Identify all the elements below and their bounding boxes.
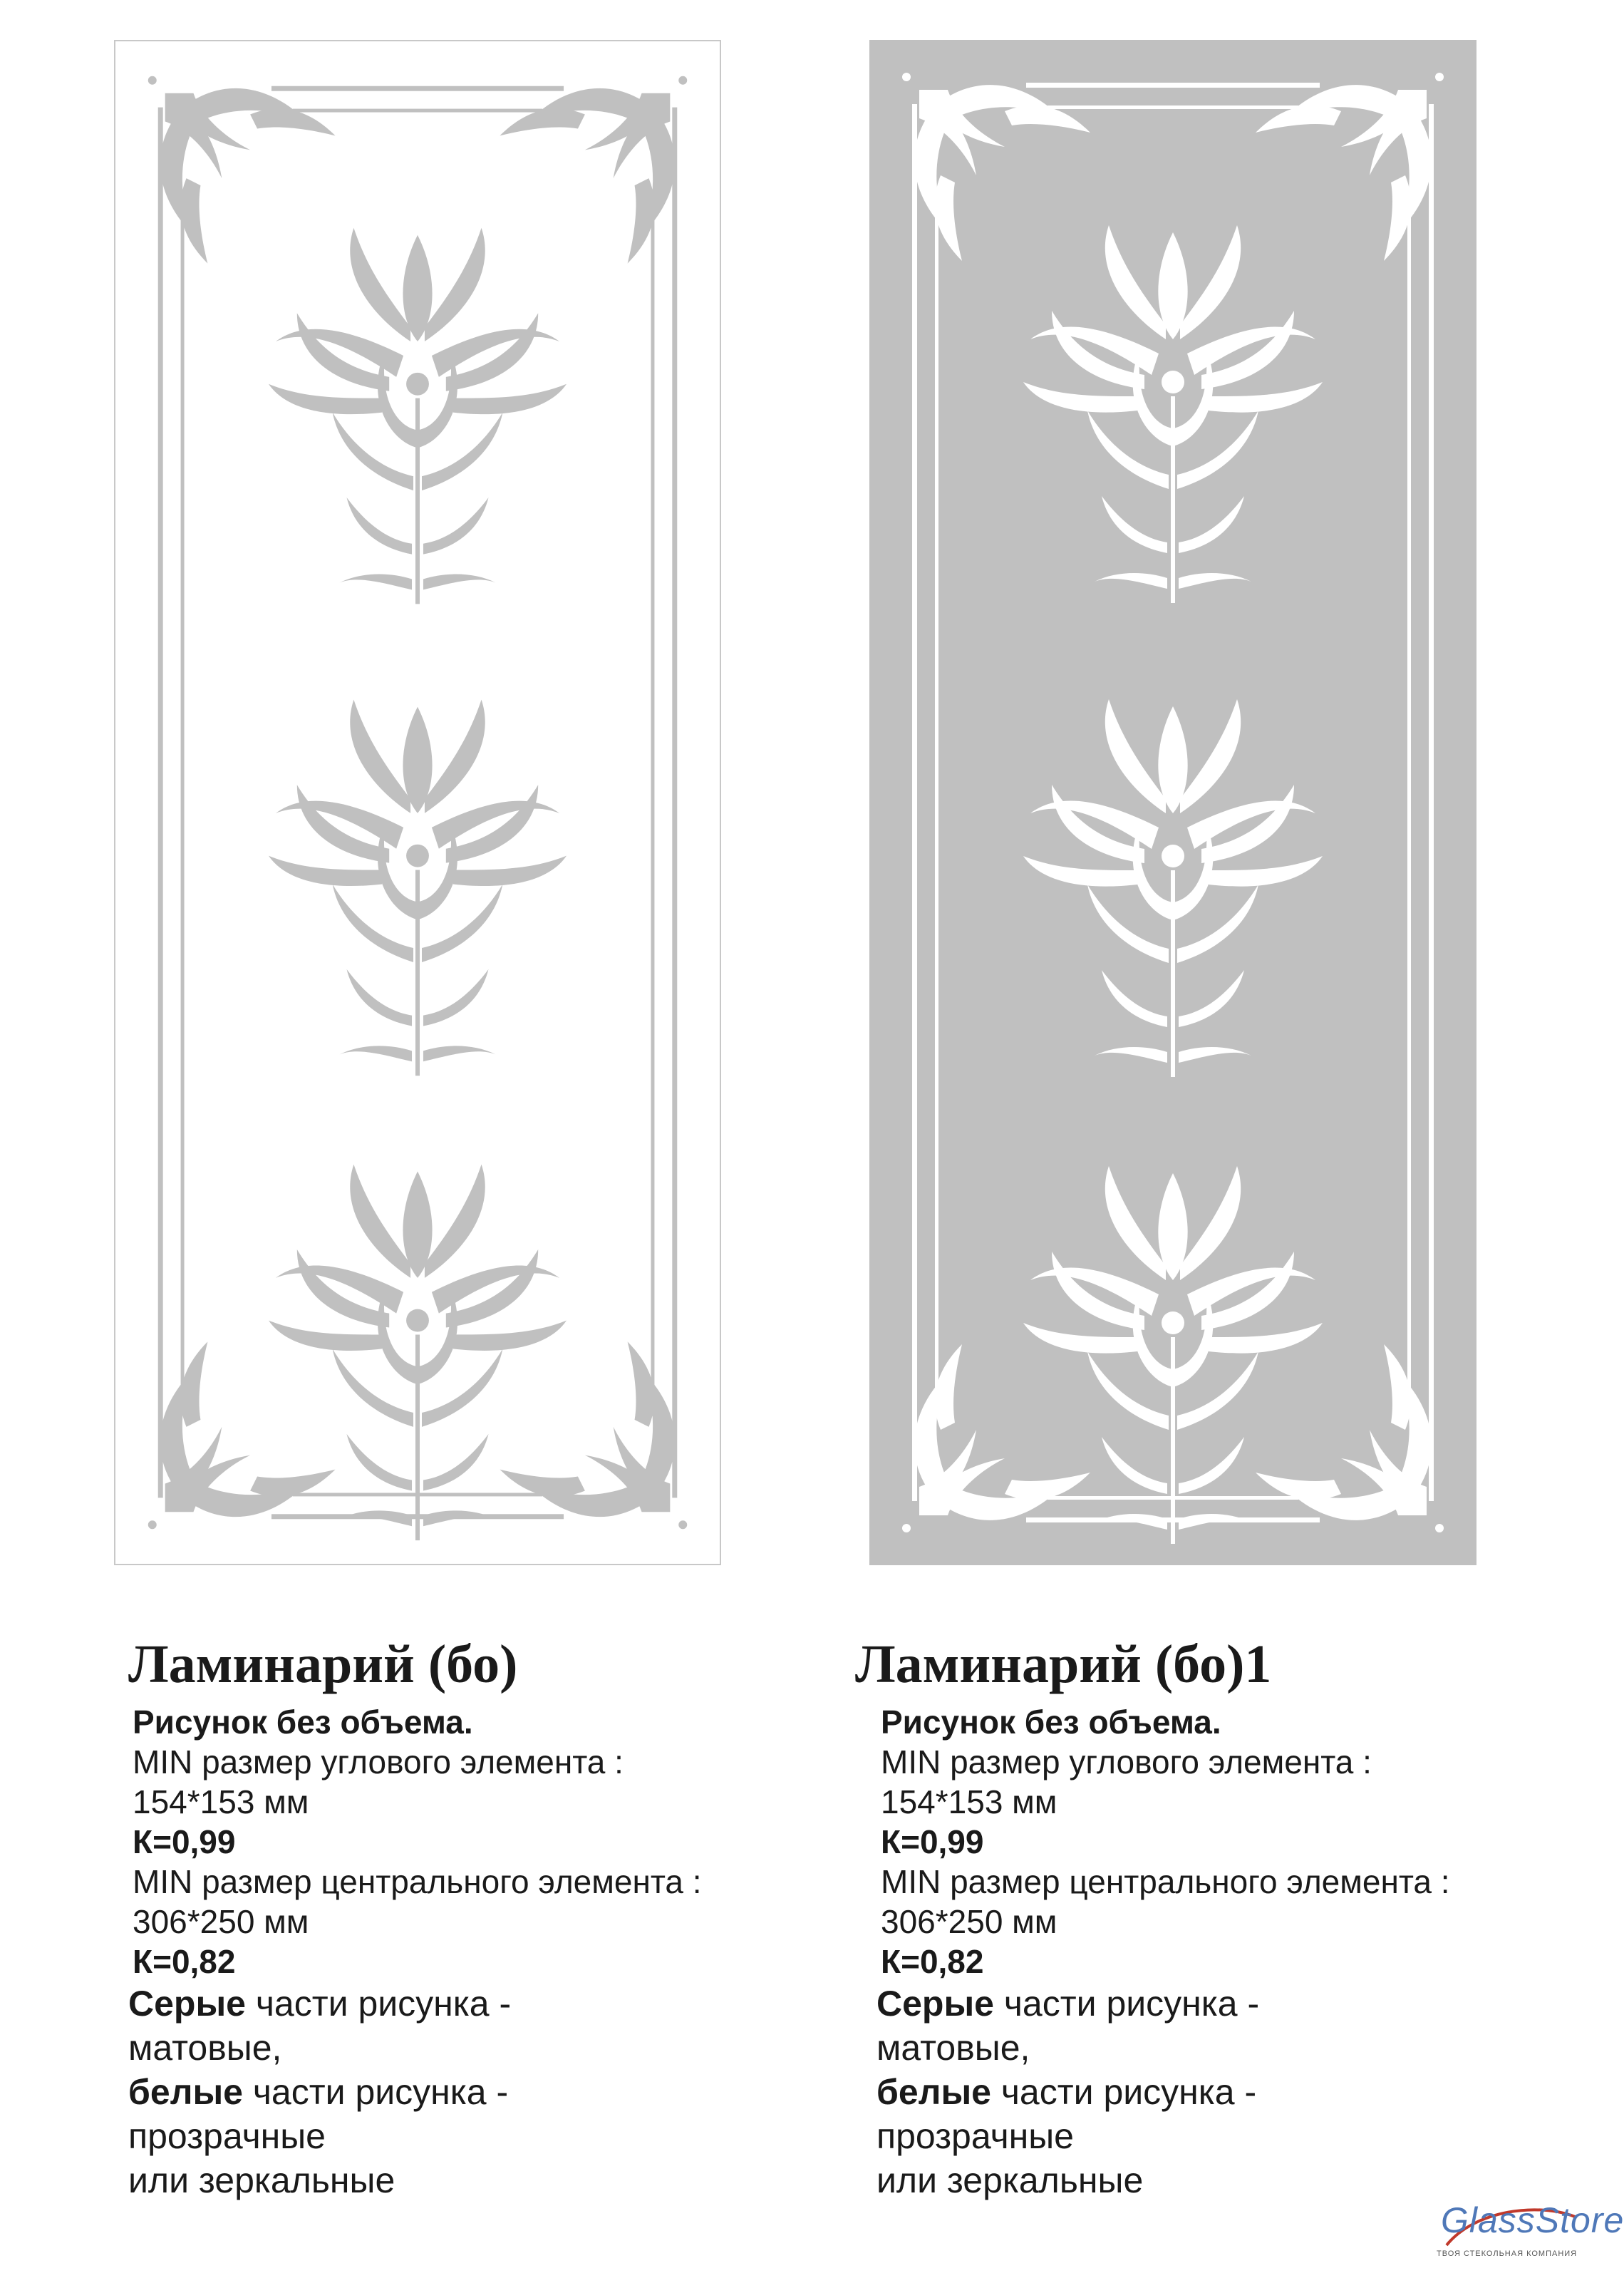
white-parts-note xyxy=(128,2070,702,2114)
gray-rest: части рисунка - xyxy=(245,1984,512,2024)
corner-size-label: MIN размер углового элемента : xyxy=(133,1743,624,1780)
corner-size-value: 154*153 мм xyxy=(133,1783,309,1820)
gray-parts-value: матовые, xyxy=(876,2028,1030,2068)
caption-right xyxy=(855,1632,1450,2202)
center-size-value: 306*250 мм xyxy=(133,1903,309,1940)
logo-tagline: ТВОЯ СТЕКОЛЬНАЯ КОМПАНИЯ xyxy=(1437,2249,1578,2258)
corner-coefficient: К=0,99 xyxy=(881,1823,984,1860)
design-panel-left xyxy=(114,40,721,1565)
caption-left xyxy=(128,1632,702,2202)
gray-rest: части рисунка - xyxy=(993,1984,1260,2024)
corner-size-value: 154*153 мм xyxy=(881,1783,1057,1820)
design-panel-right xyxy=(869,40,1476,1565)
center-size-label: MIN размер центрального элемента : xyxy=(133,1863,702,1900)
relief-note: Рисунок без объема. xyxy=(881,1704,1221,1741)
laminaria-pattern-gray xyxy=(115,41,720,1564)
design-title: Ламинарий (бо)1 xyxy=(855,1634,1272,1694)
gray-word: Серые xyxy=(128,1984,246,2024)
relief-note: Рисунок без объема. xyxy=(133,1704,473,1741)
white-parts-alt: или зеркальные xyxy=(876,2160,1144,2200)
white-parts-value: прозрачные xyxy=(876,2116,1074,2156)
white-parts-note xyxy=(876,2070,1450,2114)
gray-parts-note xyxy=(876,1981,1450,2026)
corner-coefficient: К=0,99 xyxy=(133,1823,236,1860)
center-coefficient: К=0,82 xyxy=(133,1943,236,1980)
corner-size-label: MIN размер углового элемента : xyxy=(881,1743,1372,1780)
design-title: Ламинарий (бо) xyxy=(128,1634,518,1694)
center-size-value: 306*250 мм xyxy=(881,1903,1057,1940)
white-rest: части рисунка - xyxy=(991,2072,1257,2112)
gray-parts-value: матовые, xyxy=(128,2028,282,2068)
white-parts-alt: или зеркальные xyxy=(128,2160,395,2200)
gray-parts-note xyxy=(128,1981,702,2026)
glassstore-logo xyxy=(1432,2195,1624,2267)
white-rest: части рисунка - xyxy=(242,2072,509,2112)
white-word: белые xyxy=(876,2072,991,2112)
white-word: белые xyxy=(128,2072,243,2112)
gray-word: Серые xyxy=(876,1984,994,2024)
white-parts-value: прозрачные xyxy=(128,2116,326,2156)
laminaria-pattern-white xyxy=(869,40,1476,1565)
logo-text: GlassStore xyxy=(1441,2200,1624,2240)
center-coefficient: К=0,82 xyxy=(881,1943,984,1980)
center-size-label: MIN размер центрального элемента : xyxy=(881,1863,1450,1900)
